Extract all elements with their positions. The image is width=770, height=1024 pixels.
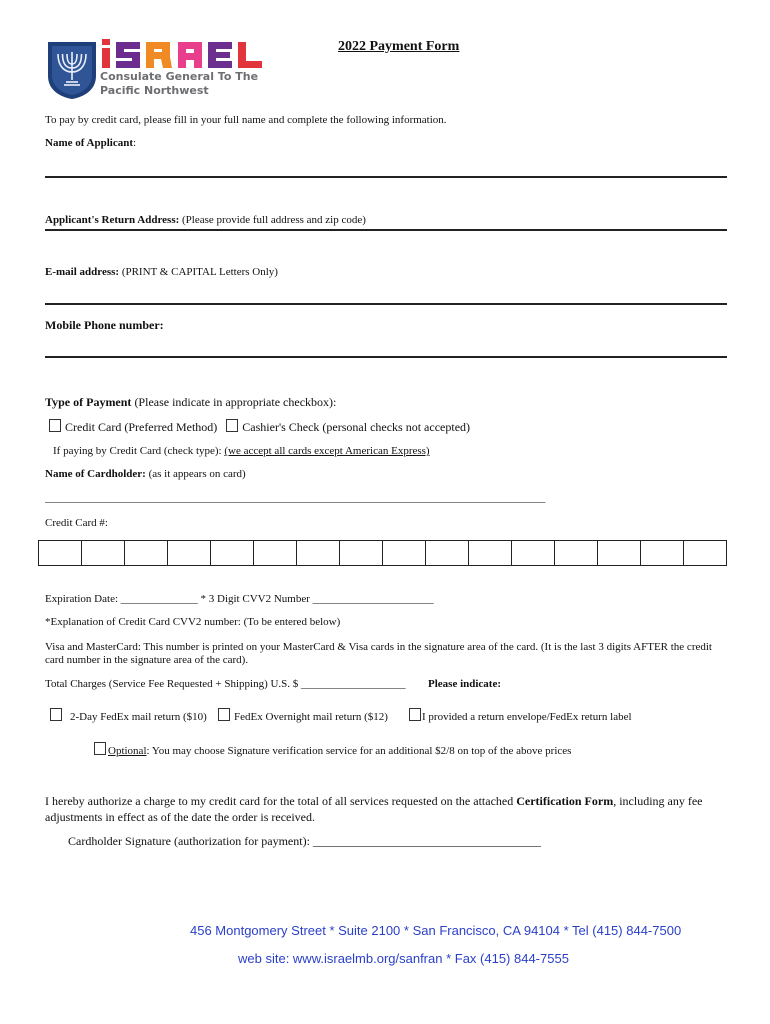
- cardholder-signature-line[interactable]: Cardholder Signature (authorization for payment): ______________________________________: [68, 834, 541, 848]
- cc-digit-cell[interactable]: [168, 541, 211, 565]
- overnight-fedex-checkbox[interactable]: [218, 708, 230, 721]
- payment-type-label: Type of Payment (Please indicate in appropriate checkbox):: [45, 395, 337, 409]
- optional-signature-service: Optional: You may choose Signature verification service for an additional $2/8 on top of the above prices: [94, 742, 571, 757]
- cc-digit-cell[interactable]: [340, 541, 383, 565]
- shipping-option-2day: [50, 708, 207, 723]
- cardholder-name-field[interactable]: ___________________________________________________________________________________________: [45, 492, 546, 504]
- return-address-field[interactable]: [45, 229, 727, 231]
- card-type-text: If paying by Credit Card (check type): (we accept all cards except American Express): [53, 445, 430, 457]
- return-envelope-label: I provided a return envelope/FedEx return label: [422, 711, 632, 723]
- cashiers-check-option-label: Cashier's Check (personal checks not accepted): [242, 420, 471, 434]
- please-indicate-label: Please indicate:: [428, 678, 502, 690]
- two-day-fedex-checkbox[interactable]: [50, 708, 62, 721]
- cc-digit-cell[interactable]: [641, 541, 684, 565]
- logo-line1: Consulate General To The: [100, 70, 259, 83]
- cc-digit-cell[interactable]: [598, 541, 641, 565]
- cc-digit-cell[interactable]: [82, 541, 125, 565]
- cc-digit-cell[interactable]: [684, 541, 726, 565]
- applicant-name-label: Name of Applicant:: [45, 137, 137, 149]
- mobile-phone-field[interactable]: [45, 356, 727, 358]
- cvv-explanation: *Explanation of Credit Card CVV2 number: (To be entered below): [45, 616, 341, 628]
- overnight-fedex-label: FedEx Overnight mail return ($12): [234, 711, 388, 723]
- form-title: 2022 Payment Form: [338, 39, 460, 54]
- visa-mastercard-note: Visa and MasterCard: This number is printed on your MasterCard & Visa cards in the signature area of the card. (It is the last 3 digits AFTER the credit card number in the signature area of the card).: [45, 641, 712, 666]
- payment-options: [49, 419, 470, 435]
- shipping-option-overnight: [218, 708, 388, 723]
- mobile-phone-label: Mobile Phone number:: [45, 318, 164, 332]
- intro-text: To pay by credit card, please fill in your full name and complete the following information.: [45, 114, 447, 126]
- cc-digit-cell[interactable]: [555, 541, 598, 565]
- cc-digit-cell[interactable]: [383, 541, 426, 565]
- cc-digit-cell[interactable]: [254, 541, 297, 565]
- footer-web-fax: web site: www.israelmb.org/sanfran * Fax (415) 844-7555: [238, 951, 569, 966]
- email-field[interactable]: [45, 303, 727, 305]
- cc-digit-cell[interactable]: [512, 541, 555, 565]
- credit-card-checkbox[interactable]: [49, 419, 61, 432]
- cc-digit-cell[interactable]: [297, 541, 340, 565]
- shipping-option-envelope: [409, 708, 632, 723]
- menorah-emblem-icon: [44, 38, 100, 100]
- credit-card-option-label: Credit Card (Preferred Method): [65, 420, 218, 434]
- footer-address: 456 Montgomery Street * Suite 2100 * San Francisco, CA 94104 * Tel (415) 844-7500: [190, 923, 682, 938]
- expiration-cvv-line[interactable]: Expiration Date: ______________ * 3 Digit CVV2 Number ______________________: [45, 593, 434, 605]
- email-label: E-mail address: (PRINT & CAPITAL Letters Only): [45, 266, 278, 278]
- cc-digit-cell[interactable]: [125, 541, 168, 565]
- credit-card-number-label: Credit Card #:: [45, 517, 108, 529]
- two-day-fedex-label: 2-Day FedEx mail return ($10): [70, 711, 207, 723]
- return-envelope-checkbox[interactable]: [409, 708, 421, 721]
- applicant-name-field[interactable]: [45, 176, 727, 178]
- authorization-statement: I hereby authorize a charge to my credit card for the total of all services requested on the attached Certification Form, including any fee adjustments in effect as of the date the order is received.: [45, 794, 703, 824]
- credit-card-number-grid: [38, 540, 727, 566]
- cc-digit-cell[interactable]: [426, 541, 469, 565]
- cc-digit-cell[interactable]: [39, 541, 82, 565]
- cardholder-name-label: Name of Cardholder: (as it appears on card): [45, 468, 246, 480]
- cashiers-check-checkbox[interactable]: [226, 419, 238, 432]
- cc-digit-cell[interactable]: [469, 541, 512, 565]
- cc-digit-cell[interactable]: [211, 541, 254, 565]
- return-address-label: Applicant's Return Address: (Please provide full address and zip code): [45, 214, 366, 226]
- signature-verification-checkbox[interactable]: [94, 742, 106, 755]
- total-charges-line[interactable]: Total Charges (Service Fee Requested + Shipping) U.S. $ ___________________: [45, 678, 406, 690]
- consulate-logo: [44, 38, 274, 102]
- logo-line2: Pacific Northwest: [100, 84, 209, 97]
- israel-wordmark: [100, 38, 270, 70]
